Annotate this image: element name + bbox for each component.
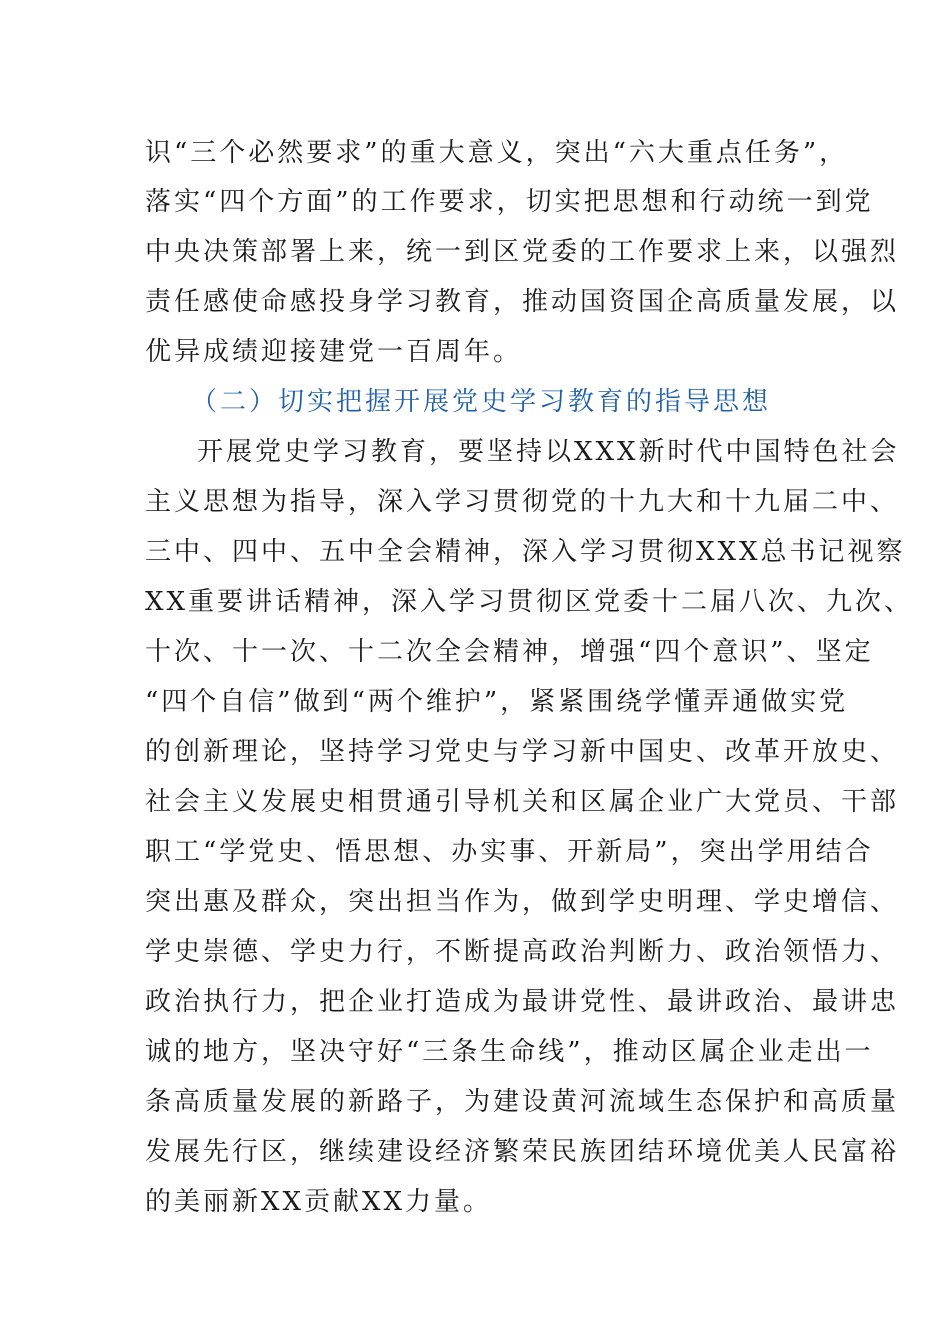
paragraph-2-line-10: 突出惠及群众，突出担当作为，做到学史明理、学史增信、 [145, 887, 900, 917]
paragraph-2-line-15: 发展先行区，继续建设经济繁荣民族团结环境优美人民富裕 [145, 1137, 900, 1167]
paragraph-2-line-4: XX重要讲话精神，深入学习贯彻区党委十二届八次、九次、 [145, 587, 914, 617]
paragraph-1-line-2: 落实“四个方面”的工作要求，切实把思想和行动统一到党 [145, 187, 874, 217]
paragraph-1-line-5: 优异成绩迎接建党一百周年。 [145, 337, 523, 367]
paragraph-2-line-11: 学史崇德、学史力行，不断提高政治判断力、政治领悟力、 [145, 937, 900, 967]
paragraph-2-line-5: 十次、十一次、十二次全会精神，增强“四个意识”、坚定 [145, 637, 874, 667]
paragraph-2-line-13: 诚的地方，坚决守好“三条生命线”，推动区属企业走出一 [145, 1037, 874, 1067]
paragraph-1-line-4: 责任感使命感投身学习教育，推动国资国企高质量发展，以 [145, 287, 900, 317]
paragraph-2-line-9: 职工“学党史、悟思想、办实事、开新局”，突出学用结合 [145, 837, 874, 867]
paragraph-2-line-1: 开展党史学习教育，要坚持以XXX新时代中国特色社会 [197, 437, 900, 467]
paragraph-2-line-16: 的美丽新XX贡献XX力量。 [145, 1187, 493, 1217]
section-heading: （二）切实把握开展党史学习教育的指导思想 [191, 387, 772, 417]
paragraph-2-line-14: 条高质量发展的新路子，为建设黄河流域生态保护和高质量 [145, 1087, 900, 1117]
paragraph-1-line-1: 识“三个必然要求”的重大意义，突出“六大重点任务”， [145, 138, 849, 168]
paragraph-2-line-3: 三中、四中、五中全会精神，深入学习贯彻XXX总书记视察 [145, 537, 906, 567]
paragraph-2-line-2: 主义思想为指导，深入学习贯彻党的十九大和十九届二中、 [145, 487, 900, 517]
document-body [145, 0, 914, 1344]
paragraph-2-line-6: “四个自信”做到“两个维护”，紧紧围绕学懂弄通做实党 [145, 687, 849, 717]
paragraph-2-line-12: 政治执行力，把企业打造成为最讲党性、最讲政治、最讲忠 [145, 987, 900, 1017]
paragraph-1-line-3: 中央决策部署上来，统一到区党委的工作要求上来，以强烈 [145, 237, 900, 267]
paragraph-2-line-8: 社会主义发展史相贯通引导机关和区属企业广大党员、干部 [145, 787, 900, 817]
paragraph-2-line-7: 的创新理论，坚持学习党史与学习新中国史、改革开放史、 [145, 737, 900, 767]
